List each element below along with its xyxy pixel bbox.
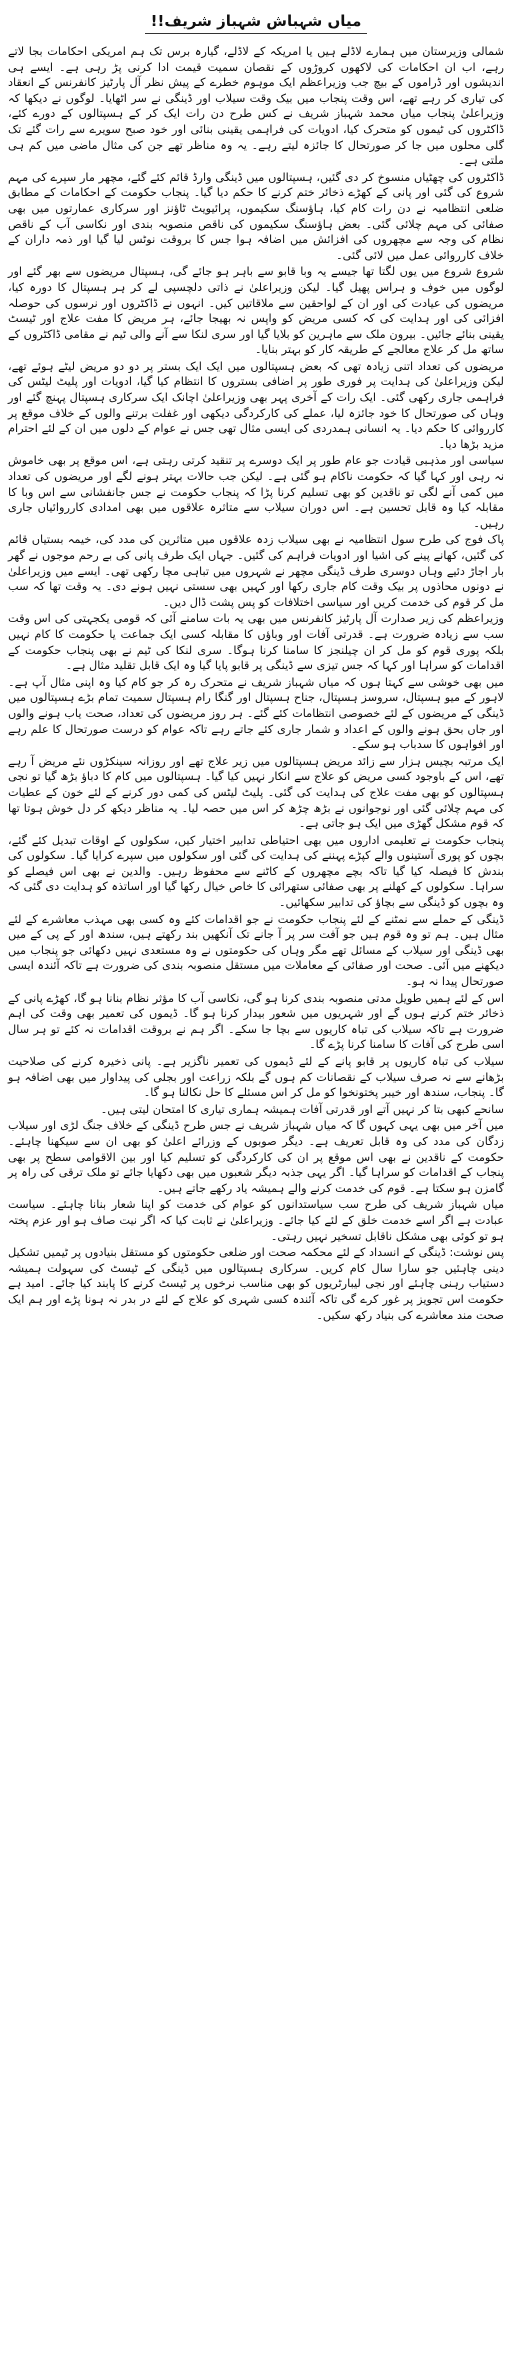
paragraph: اس کے لئے ہمیں طویل مدتی منصوبہ بندی کرنا ہو گی، نکاسی آب کا مؤثر نظام بنانا ہو گا، کھڑے پانی کے ذخائر ختم کرنے ہوں گے اور شہریوں میں شعور بیدار کرنا ہو گا۔ ڈیموں کی تعمیر بھی وقت کی اہم ضرورت ہے تاکہ سیلاب کی تباہ کاریوں سے بچا جا سکے۔ اگر ہم نے بروقت اقدامات نہ کئے تو ہر سال اسی طرح کی آفات کا سامنا کرنا پڑے گا۔ (8, 991, 504, 1052)
paragraph: وزیراعظم کی زیر صدارت آل پارٹیز کانفرنس میں بھی یہ بات سامنے آئی کہ قومی یکجہتی کی اس وقت سب سے زیادہ ضرورت ہے۔ قدرتی آفات اور وباؤں کا مقابلہ کسی ایک جماعت یا حکومت کا کام نہیں بلکہ پوری قوم کو مل کر ان چیلنجز کا سامنا کرنا ہوگا۔ سری لنکا کی ٹیم نے بھی پنجاب حکومت کے اقدامات کو سراہا اور کہا کہ جس تیزی سے ڈینگی پر قابو پایا گیا وہ ایک قابل تقلید مثال ہے۔ (8, 612, 504, 673)
paragraph: ڈاکٹروں کی چھٹیاں منسوخ کر دی گئیں، ہسپتالوں میں ڈینگی وارڈ قائم کئے گئے، مچھر مار سپرے کی مہم شروع کی گئی اور پانی کے کھڑے ذخائر ختم کرنے کا حکم دیا گیا۔ پنجاب حکومت کے احکامات کے مطابق ضلعی انتظامیہ نے دن رات کام کیا، ہاؤسنگ سکیموں، پرائیویٹ ٹاؤنز اور سرکاری عمارتوں میں بھی صفائی کی مہم چلائی گئی۔ بعض ہاؤسنگ سکیموں کی ناقص منصوبہ بندی اور نکاسی آب کے ناقص نظام کی وجہ سے مچھروں کی افزائش میں اضافہ ہوا جس کا بروقت نوٹس لیا گیا اور ذمہ داران کے خلاف کارروائی عمل میں لائی گئی۔ (8, 170, 504, 262)
article-title: میاں شہباش شہباز شریف!! (145, 11, 368, 34)
paragraph: پنجاب حکومت نے تعلیمی اداروں میں بھی احتیاطی تدابیر اختیار کیں، سکولوں کے اوقات تبدیل کئے گئے، بچوں کو پوری آستینوں والے کپڑے پہننے کی ہدایت کی گئی اور سکولوں میں سپرے کرایا گیا۔ سکولوں کی بندش کا فیصلہ کیا گیا تاکہ بچے مچھروں کے کاٹنے سے محفوظ رہیں۔ والدین نے بھی اس فیصلے کو سراہا۔ سکولوں کے کھلنے پر بھی صفائی ستھرائی کا خاص خیال رکھا گیا اور اساتذہ کو ہدایت دی گئی کہ وہ بچوں کو ڈینگی سے بچاؤ کی تدابیر سکھائیں۔ (8, 833, 504, 910)
paragraph: سیاسی اور مذہبی قیادت جو عام طور پر ایک دوسرے پر تنقید کرتی رہتی ہے، اس موقع پر بھی خاموش نہ رہی اور کہا گیا کہ حکومت ناکام ہو گئی ہے۔ لیکن جب حالات بہتر ہونے لگے اور مریضوں کی تعداد میں کمی آنے لگی تو ناقدین کو بھی تسلیم کرنا پڑا کہ پنجاب حکومت نے جس جانفشانی سے اس وبا کا مقابلہ کیا وہ قابل تحسین ہے۔ اس دوران سیلاب سے متاثرہ علاقوں میں بھی امدادی کارروائیاں جاری رہیں۔ (8, 454, 504, 530)
title-wrap (8, 0, 504, 44)
paragraph: سانحے کبھی بتا کر نہیں آتے اور قدرتی آفات ہمیشہ ہماری تیاری کا امتحان لیتی ہیں۔ (100, 1102, 504, 1116)
paragraph: ایک مرتبہ بچیس ہزار سے زائد مریض ہسپتالوں میں زیر علاج تھے اور روزانہ سینکڑوں نئے مریض آ رہے تھے، اس کے باوجود کسی مریض کو علاج سے انکار نہیں کیا گیا۔ ہسپتالوں میں کام کا دباؤ بڑھ گیا تو نجی ہسپتالوں کو بھی مفت علاج کی ہدایت کی گئی۔ پلیٹ لیٹس کی کمی دور کرنے کے لئے خون کے عطیات کی مہم چلائی گئی اور نوجوانوں نے بڑھ چڑھ کر اس میں حصہ لیا۔ یہ مناظر دیکھ کر دل خوش ہوتا تھا کہ قوم مشکل گھڑی میں ایک ہو جاتی ہے۔ (8, 754, 504, 831)
paragraph: میں بھی خوشی سے کہتا ہوں کہ میاں شہباز شریف نے متحرک رہ کر جو کام کیا وہ اپنی مثال آپ ہے۔ لاہور کے میو ہسپتال، سروسز ہسپتال، جناح ہسپتال اور گنگا رام ہسپتال سمیت تمام بڑے ہسپتالوں میں ڈینگی کے مریضوں کے لئے خصوصی انتظامات کئے گئے۔ ہر روز مریضوں کی تعداد، صحت یاب ہونے والوں اور جاں بحق ہونے والوں کے اعداد و شمار جاری کئے جاتے رہے تاکہ عوام کو درست صورتحال کا علم رہے اور افواہوں کا سدباب ہو سکے۔ (8, 675, 504, 752)
paragraph: پس نوشت: ڈینگی کے انسداد کے لئے محکمہ صحت اور ضلعی حکومتوں کو مستقل بنیادوں پر ٹیمیں تشکیل دینی چاہئیں جو سارا سال کام کریں۔ سرکاری ہسپتالوں میں ڈینگی کے ٹیسٹ کی سہولت ہمیشہ دستیاب رہنی چاہئے اور نجی لیبارٹریوں کو بھی مناسب نرخوں پر ٹیسٹ کرنے کا پابند کیا جائے۔ امید ہے حکومت اس تجویز پر غور کرے گی تاکہ آئندہ کسی شہری کو علاج کے لئے در بدر نہ ہونا پڑے اور ہم ایک صحت مند معاشرے کی بنیاد رکھ سکیں۔ (8, 1246, 504, 1322)
paragraph: میں آخر میں بھی یہی کہوں گا کہ میاں شہباز شریف نے جس طرح ڈینگی کے خلاف جنگ لڑی اور سیلاب زدگان کی مدد کی وہ قابل تعریف ہے۔ دیگر صوبوں کے وزرائے اعلیٰ کو بھی ان سے سیکھنا چاہئے۔ حکومت کے ناقدین نے بھی اس موقع پر ان کی کارکردگی کو تسلیم کیا اور بین الاقوامی سطح پر بھی پنجاب کے اقدامات کو سراہا گیا۔ اگر یہی جذبہ دیگر شعبوں میں بھی دکھایا جائے تو ملک ترقی کی راہ پر گامزن ہو سکتا ہے۔ قوم کی خدمت کرنے والے ہمیشہ یاد رکھے جاتے ہیں۔ (8, 1119, 504, 1195)
paragraph: شروع شروع میں یوں لگتا تھا جیسے یہ وبا قابو سے باہر ہو جائے گی، ہسپتال مریضوں سے بھر گئے اور لوگوں میں خوف و ہراس پھیل گیا۔ لیکن وزیراعلیٰ نے ذاتی دلچسپی لے کر ہر ہسپتال کا دورہ کیا، مریضوں کی عیادت کی اور ان کے لواحقین سے ملاقاتیں کیں۔ انہوں نے ڈاکٹروں اور نرسوں کی حوصلہ افزائی کی اور ہدایت کی کہ کسی مریض کو واپس نہ بھیجا جائے، ہر مریض کا مفت علاج اور ٹیسٹ یقینی بنائے جائیں۔ بیرون ملک سے ماہرین کو بلایا گیا اور سری لنکا سے آنے والی ٹیم نے مقامی ڈاکٹروں کے ساتھ مل کر علاج معالجے کے طریقہ کار کو بہتر بنایا۔ (8, 265, 504, 357)
paragraph: میاں شہباز شریف کی طرح سب سیاستدانوں کو عوام کی خدمت کو اپنا شعار بنانا چاہئے۔ سیاست عبادت ہے اگر اسے خدمت خلق کے لئے کیا جائے۔ وزیراعلیٰ نے ثابت کیا کہ اگر نیت صاف ہو اور عزم پختہ ہو تو کوئی بھی مشکل ناقابل تسخیر نہیں رہتی۔ (8, 1198, 504, 1243)
paragraph: مریضوں کی تعداد اتنی زیادہ تھی کہ بعض ہسپتالوں میں ایک ایک بستر پر دو دو مریض لیٹے ہوئے تھے، لیکن وزیراعلیٰ کی ہدایت پر فوری طور پر اضافی بستروں کا انتظام کیا گیا، ادویات اور پلیٹ لیٹس کی فراہمی جاری رکھی گئی۔ ایک رات کے آخری پہر بھی وزیراعلیٰ اچانک ایک سرکاری ہسپتال پہنچ گئے اور وہاں کی صورتحال کا خود جائزہ لیا، عملے کی کارکردگی دیکھی اور غفلت برتنے والوں کے خلاف موقع پر کارروائی کا حکم دیا۔ یہ انسانی ہمدردی کی ایسی مثال تھی جس نے عوام کے دلوں میں ان کے لئے احترام مزید بڑھا دیا۔ (8, 359, 504, 451)
paragraph: سیلاب کی تباہ کاریوں پر قابو پانے کے لئے ڈیموں کی تعمیر ناگزیر ہے۔ پانی ذخیرہ کرنے کی صلاحیت بڑھانے سے نہ صرف سیلاب کے نقصانات کم ہوں گے بلکہ زراعت اور بجلی کی پیداوار میں بھی اضافہ ہو گا۔ پنجاب، سندھ اور خیبر پختونخوا کو مل کر اس مسئلے کا حل نکالنا ہو گا۔ (8, 1055, 504, 1100)
paragraph: پاک فوج کی طرح سول انتظامیہ نے بھی سیلاب زدہ علاقوں میں متاثرین کی مدد کی، خیمہ بستیاں قائم کی گئیں، کھانے پینے کی اشیا اور ادویات فراہم کی گئیں۔ جہاں ایک طرف پانی کی بے رحم موجوں نے گھر بار اجاڑ دئیے وہاں دوسری طرف ڈینگی مچھر نے شہروں میں تباہی مچا رکھی تھی۔ ایسے میں وزیراعلیٰ نے دونوں محاذوں پر بیک وقت کام جاری رکھا اور کہیں بھی سستی نہیں ہونے دی۔ یہ وقت تھا کہ سب مل کر قوم کی خدمت کریں اور سیاسی اختلافات کو پس پشت ڈال دیں۔ (8, 533, 504, 609)
paragraph: ڈینگی کے حملے سے نمٹنے کے لئے پنجاب حکومت نے جو اقدامات کئے وہ کسی بھی مہذب معاشرے کے لئے مثال ہیں۔ ہم تو وہ قوم ہیں جو آفت سر پر آ جانے تک آنکھیں بند رکھتے ہیں، سندھ اور کے پی کے میں بھی ڈینگی اور سیلاب کے مسائل تھے مگر وہاں کی حکومتوں نے وہ مستعدی نہیں دکھائی جو پنجاب میں دیکھنے میں آئی۔ صحت اور صفائی کے معاملات میں مستقل منصوبہ بندی کی ضرورت ہے تاکہ آئندہ ایسی صورتحال پیدا نہ ہو۔ (8, 912, 504, 989)
paragraph: شمالی وزیرستان میں ہمارے لاڈلے ہیں یا امریکہ کے لاڈلے، گیارہ برس تک ہم امریکی احکامات بجا لاتے رہے، اب ان احکامات کی لاکھوں کروڑوں کے نقصان سمیت قیمت ادا کرنی پڑ رہی ہے۔ ایسے ہی اندیشوں اور ڈراموں کے بیچ جب وزیراعظم ایک موہوم خطرے کے پیش نظر آل پارٹیز کانفرنس کے انعقاد کی تیاری کر رہے تھے، اس وقت پنجاب میں بیک وقت سیلاب اور ڈینگی نے سر اٹھایا۔ لوگوں نے دیکھا کہ وزیراعلیٰ پنجاب میاں محمد شہباز شریف نے کس طرح دن رات ایک کر کے ہسپتالوں کے دورے کئے، ڈاکٹروں کی ٹیموں کو متحرک کیا، ادویات کی فراہمی یقینی بنائی اور خود صبح سویرے سے رات گئے تک گلی محلوں میں جا کر صورتحال کا جائزہ لیتے رہے۔ یہ وہ مناظر تھے جن کی مثال ماضی میں کم ہی ملتی ہے۔ (8, 45, 504, 168)
article-body (8, 44, 504, 1323)
